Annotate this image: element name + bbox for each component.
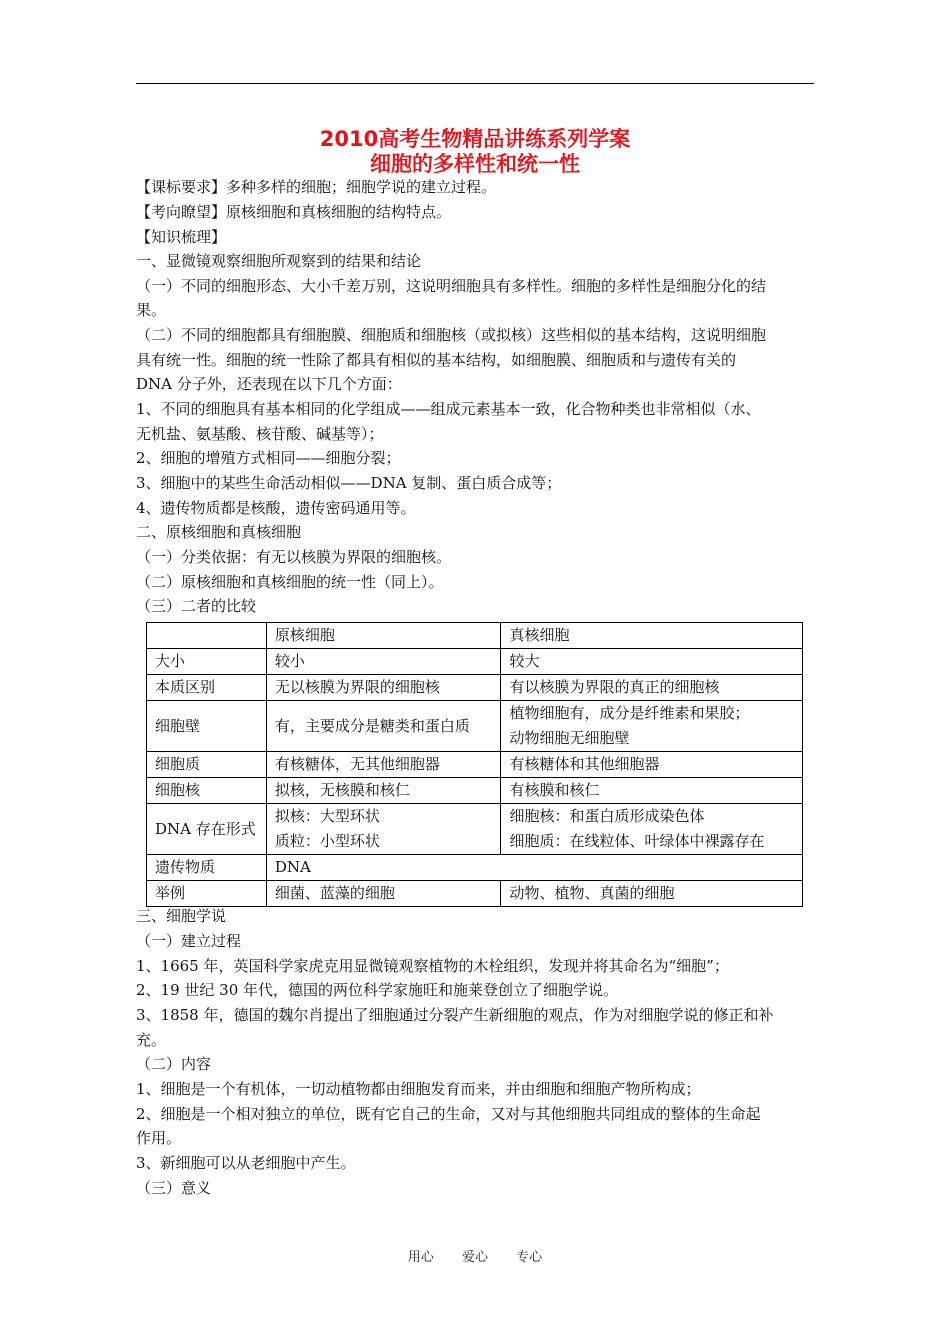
text-line: 具有统一性。细胞的统一性除了都具有相似的基本结构，如细胞膜、细胞质和与遗传有关的: [136, 351, 737, 369]
text-line: （一）不同的细胞形态、大小千差万别，这说明细胞具有多样性。细胞的多样性是细胞分化的结: [136, 277, 767, 295]
page-footer: 用心 爱心 专心: [407, 1250, 543, 1265]
text-line: 2、细胞的增殖方式相同——细胞分裂；: [136, 449, 401, 467]
text-line: DNA 分子外，还表现在以下几个方面：: [136, 375, 402, 393]
text-line: 【知识梳理】: [136, 228, 227, 246]
cell-line: 质粒：小型环状: [274, 832, 380, 850]
text-line: 1、不同的细胞具有基本相同的化学组成——组成元素基本一致，化合物种类也非常相似（水、: [136, 400, 761, 418]
text-line: 4、遗传物质都是核酸，遗传密码通用等。: [136, 499, 416, 517]
table-header-cell: [147, 623, 267, 649]
table-row: [147, 804, 803, 855]
document-title: 2010高考生物精品讲练系列学案: [319, 127, 631, 151]
text-line: 【课标要求】多种多样的细胞；细胞学说的建立过程。: [136, 178, 497, 196]
table-header-cell: 原核细胞: [266, 623, 501, 649]
text-line: 2、细胞是一个相对独立的单位，既有它自己的生命，又对与其他细胞共同组成的整体的生命起: [136, 1105, 761, 1123]
text-line: 3、新细胞可以从老细胞中产生。: [136, 1154, 356, 1172]
table-row: [147, 649, 803, 675]
cell-line: 细胞核：和蛋白质形成染色体: [509, 807, 705, 825]
table-cell: 有，主要成分是糖类和蛋白质: [266, 701, 501, 752]
table-row: [147, 881, 803, 907]
table-cell: 细菌、蓝藻的细胞: [266, 881, 501, 907]
table-cell: 有以核膜为界限的真正的细胞核: [501, 675, 803, 701]
table-cell: 无以核膜为界限的细胞核: [266, 675, 501, 701]
table-cell: 有核糖体和其他细胞器: [501, 752, 803, 778]
header-rule: [136, 83, 814, 84]
text-line: 作用。: [136, 1129, 182, 1147]
table-row: [147, 675, 803, 701]
table-row: [147, 855, 803, 881]
section-heading: 一、显微镜观察细胞所观察到的结果和结论: [136, 252, 422, 270]
text-line: 1、1665 年，英国科学家虎克用显微镜观察植物的木栓组织，发现并将其命名为“细胞”；: [136, 957, 729, 975]
table-row: [147, 752, 803, 778]
section-heading: 三、细胞学说: [136, 907, 227, 925]
table-cell: 遗传物质: [147, 855, 267, 881]
table-row: [147, 778, 803, 804]
table-cell: 细胞壁: [147, 701, 267, 752]
text-line: 3、1858 年，德国的魏尔肖提出了细胞通过分裂产生新细胞的观点，作为对细胞学说的修正和补: [136, 1006, 774, 1024]
table-cell: 动物、植物、真菌的细胞: [501, 881, 803, 907]
table-cell: 较大: [501, 649, 803, 675]
table-cell: 举例: [147, 881, 267, 907]
cell-line: 植物细胞有，成分是纤维素和果胶；: [509, 704, 750, 722]
table-cell: 较小: [266, 649, 501, 675]
table-cell: [501, 804, 803, 855]
text-line: （一）建立过程: [136, 932, 242, 950]
cell-line: 拟核：大型环状: [274, 807, 380, 825]
table-cell: 有核糖体，无其他细胞器: [266, 752, 501, 778]
document-subtitle: 细胞的多样性和统一性: [370, 152, 580, 176]
text-line: 1、细胞是一个有机体，一切动植物都由细胞发育而来，并由细胞和细胞产物所构成；: [136, 1080, 701, 1098]
text-line: 【考向瞭望】原核细胞和真核细胞的结构特点。: [136, 203, 452, 221]
text-line: （二）原核细胞和真核细胞的统一性（同上）。: [136, 573, 444, 591]
text-line: 果。: [136, 301, 167, 319]
text-line: 2、19 世纪 30 年代，德国的两位科学家施旺和施莱登创立了细胞学说。: [136, 981, 619, 999]
text-line: （三）意义: [136, 1179, 212, 1197]
table-cell: 有核膜和核仁: [501, 778, 803, 804]
table-cell: [266, 804, 501, 855]
comparison-table: [146, 622, 803, 907]
table-cell: 细胞质: [147, 752, 267, 778]
table-row: [147, 701, 803, 752]
table-cell: DNA: [266, 855, 802, 881]
text-line: 充。: [136, 1031, 167, 1049]
section-heading: 二、原核细胞和真核细胞: [136, 523, 302, 541]
table-header-cell: 真核细胞: [501, 623, 803, 649]
table-cell: [501, 701, 803, 752]
text-line: （二）内容: [136, 1055, 212, 1073]
table-header-row: [147, 623, 803, 649]
text-line: 无机盐、氨基酸、核苷酸、碱基等）；: [136, 425, 384, 443]
table-cell: DNA 存在形式: [147, 804, 267, 855]
cell-line: 细胞质：在线粒体、叶绿体中裸露存在: [509, 832, 765, 850]
table-cell: 拟核，无核膜和核仁: [266, 778, 501, 804]
text-line: （二）不同的细胞都具有细胞膜、细胞质和细胞核（或拟核）这些相似的基本结构，这说明细胞: [136, 326, 767, 344]
table-cell: 本质区别: [147, 675, 267, 701]
table-cell: 大小: [147, 649, 267, 675]
text-line: （一）分类依据：有无以核膜为界限的细胞核。: [136, 548, 452, 566]
table-cell: 细胞核: [147, 778, 267, 804]
cell-line: 动物细胞无细胞壁: [509, 729, 630, 747]
text-line: 3、细胞中的某些生命活动相似——DNA 复制、蛋白质合成等；: [136, 474, 562, 492]
text-line: （三）二者的比较: [136, 597, 257, 615]
